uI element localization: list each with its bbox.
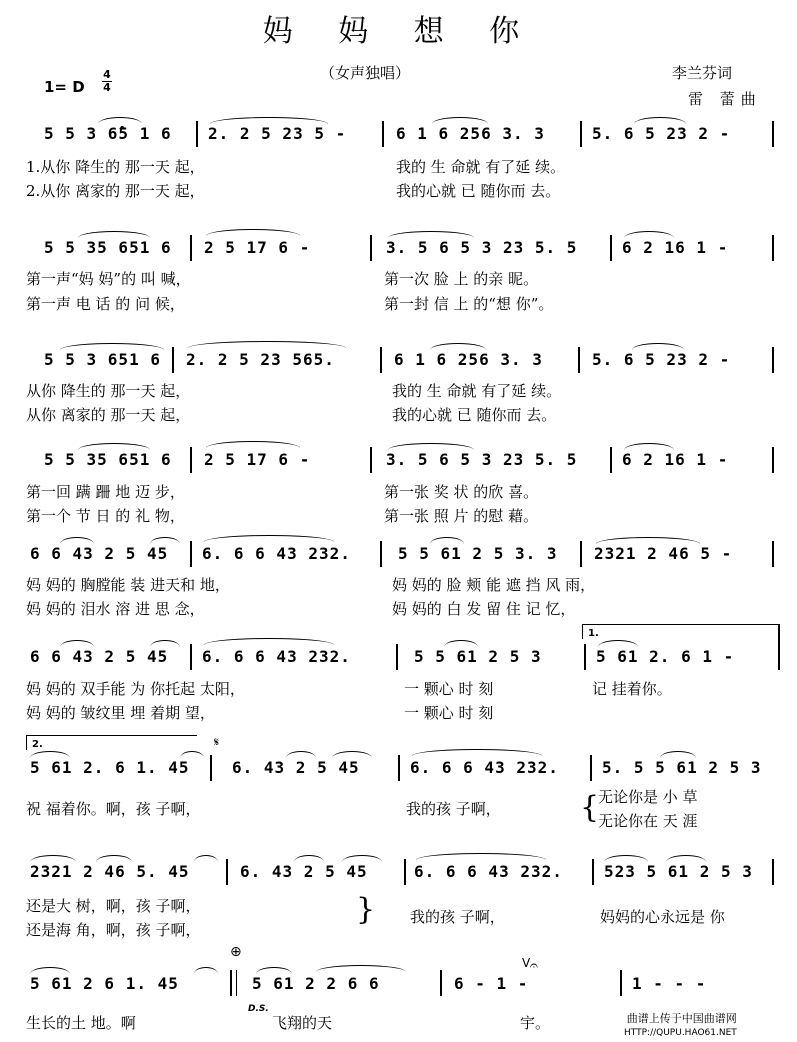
slur [256,967,292,974]
slur [294,855,324,862]
lyricist-credit: 李兰芬词 [672,64,733,82]
lyric-line: 还是海 角，啊，孩 子啊， [26,921,201,939]
measure-notes: 2 5 17 6 - [204,450,311,469]
coda-mark: ⊕ [230,944,242,960]
segno-mark: 𝄋 [214,735,220,749]
measure-notes: 2. 2 5 23 5 - [208,124,347,143]
lyric-line: 第一个 节 日 的 礼 物， [26,507,185,525]
lyric-line: 第一张 照 片 的慰 藉。 [384,507,539,525]
lyric-line: 第一封 信 上 的“想 你”。 [384,295,554,313]
slur [430,537,464,544]
measure-notes: 1 - - - [632,974,707,993]
barline [578,347,580,373]
lyric-line: 妈妈的心永远是 你 [600,908,725,926]
barline [772,447,774,473]
lyric-line: 妈 妈的 双手能 为 你托起 太阳， [26,680,245,698]
slur [444,640,478,647]
measure-notes: 6 1 6 256 3. 3 [394,350,543,369]
barline [778,624,780,670]
watermark-line-2: HTTP://QUPU.HAO61.NET [624,1028,737,1038]
barline [772,121,774,147]
volta-bracket-2 [26,735,197,750]
slur [98,117,142,124]
barline [584,644,586,670]
volta-bracket-1 [582,624,779,639]
lyric-line: 妈 妈的 皱纹里 埋 着期 望， [26,704,215,722]
measure-notes: 5 5 61 2 5 3 [414,647,542,666]
slur [150,640,180,647]
lyric-line: 我的心就 已 随你而 去。 [396,182,561,200]
barline [370,447,372,473]
lyric-line: 第一声“妈 妈”的 叫 喊， [26,270,191,288]
lyric-line: 从你 降生的 那一天 起， [26,382,191,400]
lyric-line: 1.从你 降生的 那一天 起， [26,158,205,176]
double-barline [236,970,237,996]
lyric-line: 飞翔的天 [272,1014,333,1032]
barline [404,859,406,885]
measure-notes: 6 2 16 1 - [622,238,729,257]
time-signature-bottom: 4 [103,81,111,94]
barline [580,541,582,567]
measure-notes: 2 5 17 6 - [204,238,311,257]
lyric-line: 妈 妈的 白 发 留 住 记 忆， [392,600,576,618]
slur [332,751,372,758]
measure-notes: 6 6 43 2 5 45 [30,647,169,666]
lyric-line: 妈 妈的 泪水 溶 进 思 念， [26,600,205,618]
barline [620,970,622,996]
time-signature-top: 4 [103,68,111,81]
slur [412,749,542,756]
time-signature [102,70,112,93]
measure-notes: 5 61 2 6 1. 45 [30,974,179,993]
slur [204,638,334,645]
slur [666,855,706,862]
da-segno-mark: D.S. [248,1004,269,1014]
lyric-line: 宇。 [520,1014,551,1032]
measure-notes: 6. 6 6 43 232. [414,862,563,881]
slur [660,751,696,758]
slur [596,537,700,544]
barline [592,859,594,885]
measure-notes: 6. 6 6 43 232. [202,544,351,563]
barline [772,235,774,261]
lyric-line: 祝 福着你。啊，孩 子啊， [26,800,201,818]
slur [432,117,488,124]
slur [194,967,218,974]
lyric-line: 我的 生 命就 有了延 续。 [396,158,566,176]
lyric-brace: { [580,790,600,825]
slur [206,229,300,236]
measure-notes: 2321 2 46 5. 45 [30,862,190,881]
measure-notes: 5 5 35 651 6 [44,238,172,257]
barline [226,859,228,885]
measure-notes: 6 - 1 - [454,974,529,993]
volta-number-1: 1. [588,628,599,639]
barline [398,755,400,781]
breath-mark: V [522,956,531,970]
lyric-line: 生长的土 地。啊 [26,1014,136,1032]
measure-notes: 5 61 2 2 6 6 [252,974,380,993]
measure-notes: 6 2 16 1 - [622,450,729,469]
measure-notes: 3. 5 6 5 3 23 5. 5 [386,238,578,257]
lyric-line: 我的孩 子啊， [410,908,505,926]
barline [396,644,398,670]
measure-notes: 3. 5 6 5 3 23 5. 5 [386,450,578,469]
lyric-line: 一 颗心 时 刻 [404,680,494,698]
measure-notes: 5 5 3 651 6 [44,350,161,369]
barline [210,755,212,781]
barline [190,235,192,261]
measure-notes: 5 61 2. 6 1 - [596,647,735,666]
lyric-brace: } [356,892,376,927]
measure-notes: 5 61 2. 6 1. 45 [30,758,190,777]
lyric-line: 一 颗心 时 刻 [404,704,494,722]
slur [78,231,150,238]
key-signature: 1= D [44,78,85,96]
lyric-line: 记 挂着你。 [592,680,672,698]
slur [78,443,150,450]
slur [60,343,164,350]
barline [172,347,174,373]
measure-notes: 6. 6 6 43 232. [202,647,351,666]
slur [180,751,204,758]
slur [30,751,70,758]
volta-number-2: 2. [32,739,43,750]
measure-notes: 5 5 61 2 5 3. 3 [398,544,558,563]
slur [634,117,686,124]
measure-notes: 6 6 43 2 5 45 [30,544,169,563]
lyric-line: 我的孩 子啊， [406,800,501,818]
slur [30,855,76,862]
lyric-line: 第一张 奖 状 的欣 喜。 [384,483,539,501]
barline [382,121,384,147]
lyric-line: 无论你是 小 草 [598,788,698,806]
slur [60,640,94,647]
watermark-line-1: 曲谱上传于中国曲谱网 [626,1012,737,1025]
measure-notes: 5 5 35 651 6 [44,450,172,469]
composer-credit: 雷 蕾曲 [688,90,762,108]
lyric-line: 无论你在 天 涯 [598,812,698,830]
barline [772,541,774,567]
lyric-line: 从你 离家的 那一天 起， [26,406,191,424]
slur [210,117,328,124]
slur [150,537,180,544]
lyric-line: 我的 生 命就 有了延 续。 [392,382,562,400]
slur [194,855,218,862]
measure-notes: 5. 5 5 61 2 5 3 [602,758,762,777]
slur [430,343,486,350]
slur [388,231,474,238]
barline [190,447,192,473]
slur [632,343,684,350]
double-barline [230,970,232,996]
measure-notes: 5. 6 5 23 2 - [592,124,731,143]
measure-notes: 5 5 3 6̂5 1 6 [44,124,172,143]
lyric-line: 第一声 电 话 的 问 候， [26,295,185,313]
lyric-line: 第一次 脸 上 的亲 昵。 [384,270,539,288]
barline [772,347,774,373]
measure-notes: 2321 2 46 5 - [594,544,733,563]
measure-notes: 6. 6 6 43 232. [410,758,559,777]
lyric-line: 我的心就 已 随你而 去。 [392,406,557,424]
slur [206,441,300,448]
barline [580,121,582,147]
barline [190,644,192,670]
barline [610,235,612,261]
slur [416,853,546,860]
measure-notes: 5. 6 5 23 2 - [592,350,731,369]
measure-notes: 6 1 6 256 3. 3 [396,124,545,143]
slur [316,965,406,972]
fermata-mark: 𝄐 [530,958,538,974]
song-title: 妈 妈 想 你 [262,14,538,49]
measure-notes: 6. 43 2 5 45 [232,758,360,777]
lyric-line: 第一回 蹒 跚 地 迈 步， [26,483,185,501]
lyric-line: 2.从你 离家的 那一天 起， [26,182,205,200]
barline [380,541,382,567]
barline [610,447,612,473]
slur [624,231,674,238]
barline [772,859,774,885]
slur [188,341,346,348]
slur [624,443,674,450]
slur [286,751,316,758]
slur [96,855,132,862]
slur [598,640,638,647]
lyric-line: 还是大 树，啊，孩 子啊， [26,897,201,915]
slur [604,855,648,862]
barline [370,235,372,261]
slur [30,967,70,974]
lyric-line: 妈 妈的 脸 颊 能 遮 挡 风 雨， [392,576,596,594]
slur [204,535,334,542]
barline [590,755,592,781]
barline [196,121,198,147]
measure-notes: 6. 43 2 5 45 [240,862,368,881]
barline [190,541,192,567]
performance-type: （女声独唱） [320,64,411,82]
slur [342,855,382,862]
watermark [624,1012,737,1040]
barline [440,970,442,996]
barline [380,347,382,373]
measure-notes: 2. 2 5 23 565. [186,350,335,369]
lyric-line: 妈 妈的 胸膛能 装 进天和 地， [26,576,230,594]
slur [388,443,474,450]
measure-notes: 523 5 61 2 5 3 [604,862,753,881]
slur [60,537,94,544]
